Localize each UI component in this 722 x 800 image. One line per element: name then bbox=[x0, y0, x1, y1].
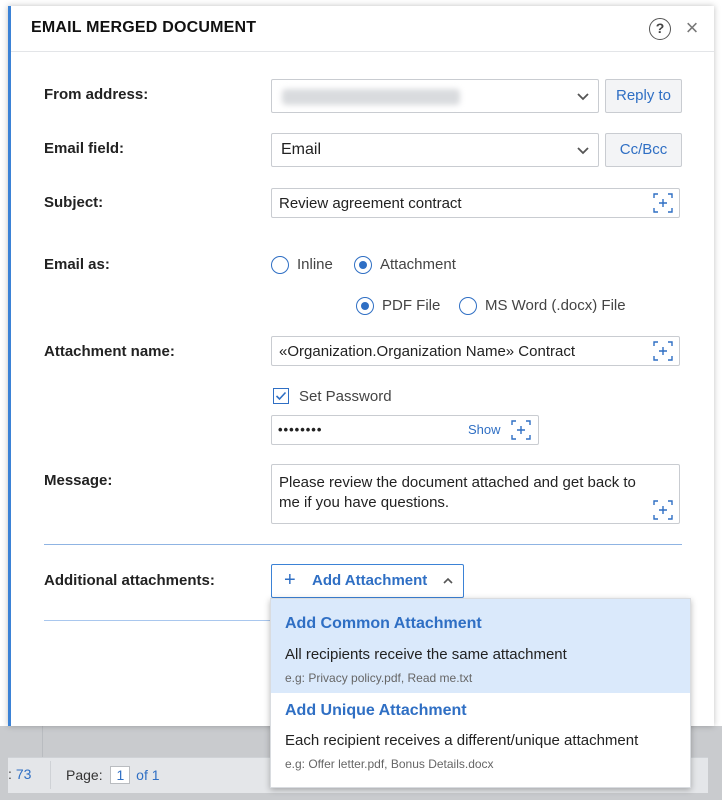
subject-label: Subject: bbox=[44, 194, 104, 211]
background-separator bbox=[50, 761, 51, 789]
attachment-name-input[interactable] bbox=[271, 336, 680, 366]
message-value: Please review the document attached and get back to me if you have questions. bbox=[279, 474, 636, 511]
insert-merge-field-icon[interactable] bbox=[510, 419, 532, 441]
show-password-link[interactable]: Show bbox=[468, 422, 501, 437]
option-example: e.g: Offer letter.pdf, Bonus Details.docx bbox=[285, 757, 494, 771]
from-address-select[interactable] bbox=[271, 79, 599, 113]
additional-attachments-label: Additional attachments: bbox=[44, 572, 215, 589]
email-as-label: Email as: bbox=[44, 256, 110, 273]
from-address-label: From address: bbox=[44, 86, 149, 103]
page-of-total: of 1 bbox=[136, 767, 160, 783]
set-password-checkbox[interactable] bbox=[273, 388, 289, 404]
question-circle-icon[interactable]: ? bbox=[649, 18, 671, 40]
subject-value: Review agreement contract bbox=[279, 195, 462, 212]
page-label: Page: bbox=[66, 767, 103, 783]
message-label: Message: bbox=[44, 472, 113, 489]
checkmark-icon bbox=[275, 390, 287, 402]
option-description: All recipients receive the same attachment bbox=[285, 646, 567, 663]
radio-inline-label: Inline bbox=[297, 256, 333, 273]
plus-icon: + bbox=[284, 569, 296, 591]
radio-inline[interactable] bbox=[271, 256, 289, 274]
close-x-icon[interactable]: × bbox=[685, 15, 699, 40]
background-record-count: : 73 bbox=[8, 766, 32, 782]
option-title: Add Unique Attachment bbox=[285, 702, 467, 719]
reply-to-button[interactable]: Reply to bbox=[605, 79, 682, 113]
attachment-name-value: «Organization.Organization Name» Contract bbox=[279, 343, 575, 360]
add-attachment-label: Add Attachment bbox=[312, 572, 428, 589]
background-pagination bbox=[66, 766, 160, 784]
radio-ms-word-file[interactable] bbox=[459, 297, 477, 315]
email-field-select[interactable] bbox=[271, 133, 599, 167]
chevron-up-icon bbox=[442, 576, 454, 586]
password-value: •••••••• bbox=[278, 422, 323, 437]
message-textarea[interactable] bbox=[271, 464, 680, 524]
chevron-down-icon bbox=[576, 89, 590, 103]
section-divider-bottom bbox=[44, 620, 274, 621]
password-input[interactable] bbox=[271, 415, 539, 445]
insert-merge-field-icon[interactable] bbox=[652, 192, 674, 214]
subject-input[interactable] bbox=[271, 188, 680, 218]
radio-attachment[interactable] bbox=[354, 256, 372, 274]
from-address-blurred-value bbox=[282, 89, 460, 105]
insert-merge-field-icon[interactable] bbox=[652, 499, 674, 521]
radio-pdf-file-label: PDF File bbox=[382, 297, 441, 314]
section-divider bbox=[44, 544, 682, 545]
radio-attachment-label: Attachment bbox=[380, 256, 456, 273]
chevron-down-icon bbox=[576, 143, 590, 157]
option-title: Add Common Attachment bbox=[285, 615, 482, 632]
option-example: e.g: Privacy policy.pdf, Read me.txt bbox=[285, 671, 473, 685]
add-attachment-button[interactable] bbox=[271, 564, 464, 598]
email-field-value: Email bbox=[281, 141, 322, 158]
radio-pdf-file[interactable] bbox=[356, 297, 374, 315]
background-divider bbox=[42, 726, 43, 758]
insert-merge-field-icon[interactable] bbox=[652, 340, 674, 362]
email-field-label: Email field: bbox=[44, 140, 125, 157]
add-common-attachment-option[interactable] bbox=[271, 599, 690, 693]
attachment-name-label: Attachment name: bbox=[44, 343, 175, 360]
option-description: Each recipient receives a different/unique attachment bbox=[285, 732, 639, 749]
cc-bcc-button[interactable]: Cc/Bcc bbox=[605, 133, 682, 167]
add-attachment-dropdown-menu bbox=[270, 598, 691, 788]
page-number-input[interactable]: 1 bbox=[110, 766, 130, 784]
add-unique-attachment-option[interactable] bbox=[271, 693, 690, 787]
dialog-title: EMAIL MERGED DOCUMENT bbox=[31, 19, 257, 36]
dialog-header bbox=[11, 6, 714, 52]
set-password-label: Set Password bbox=[299, 388, 392, 405]
radio-ms-word-file-label: MS Word (.docx) File bbox=[485, 297, 626, 314]
